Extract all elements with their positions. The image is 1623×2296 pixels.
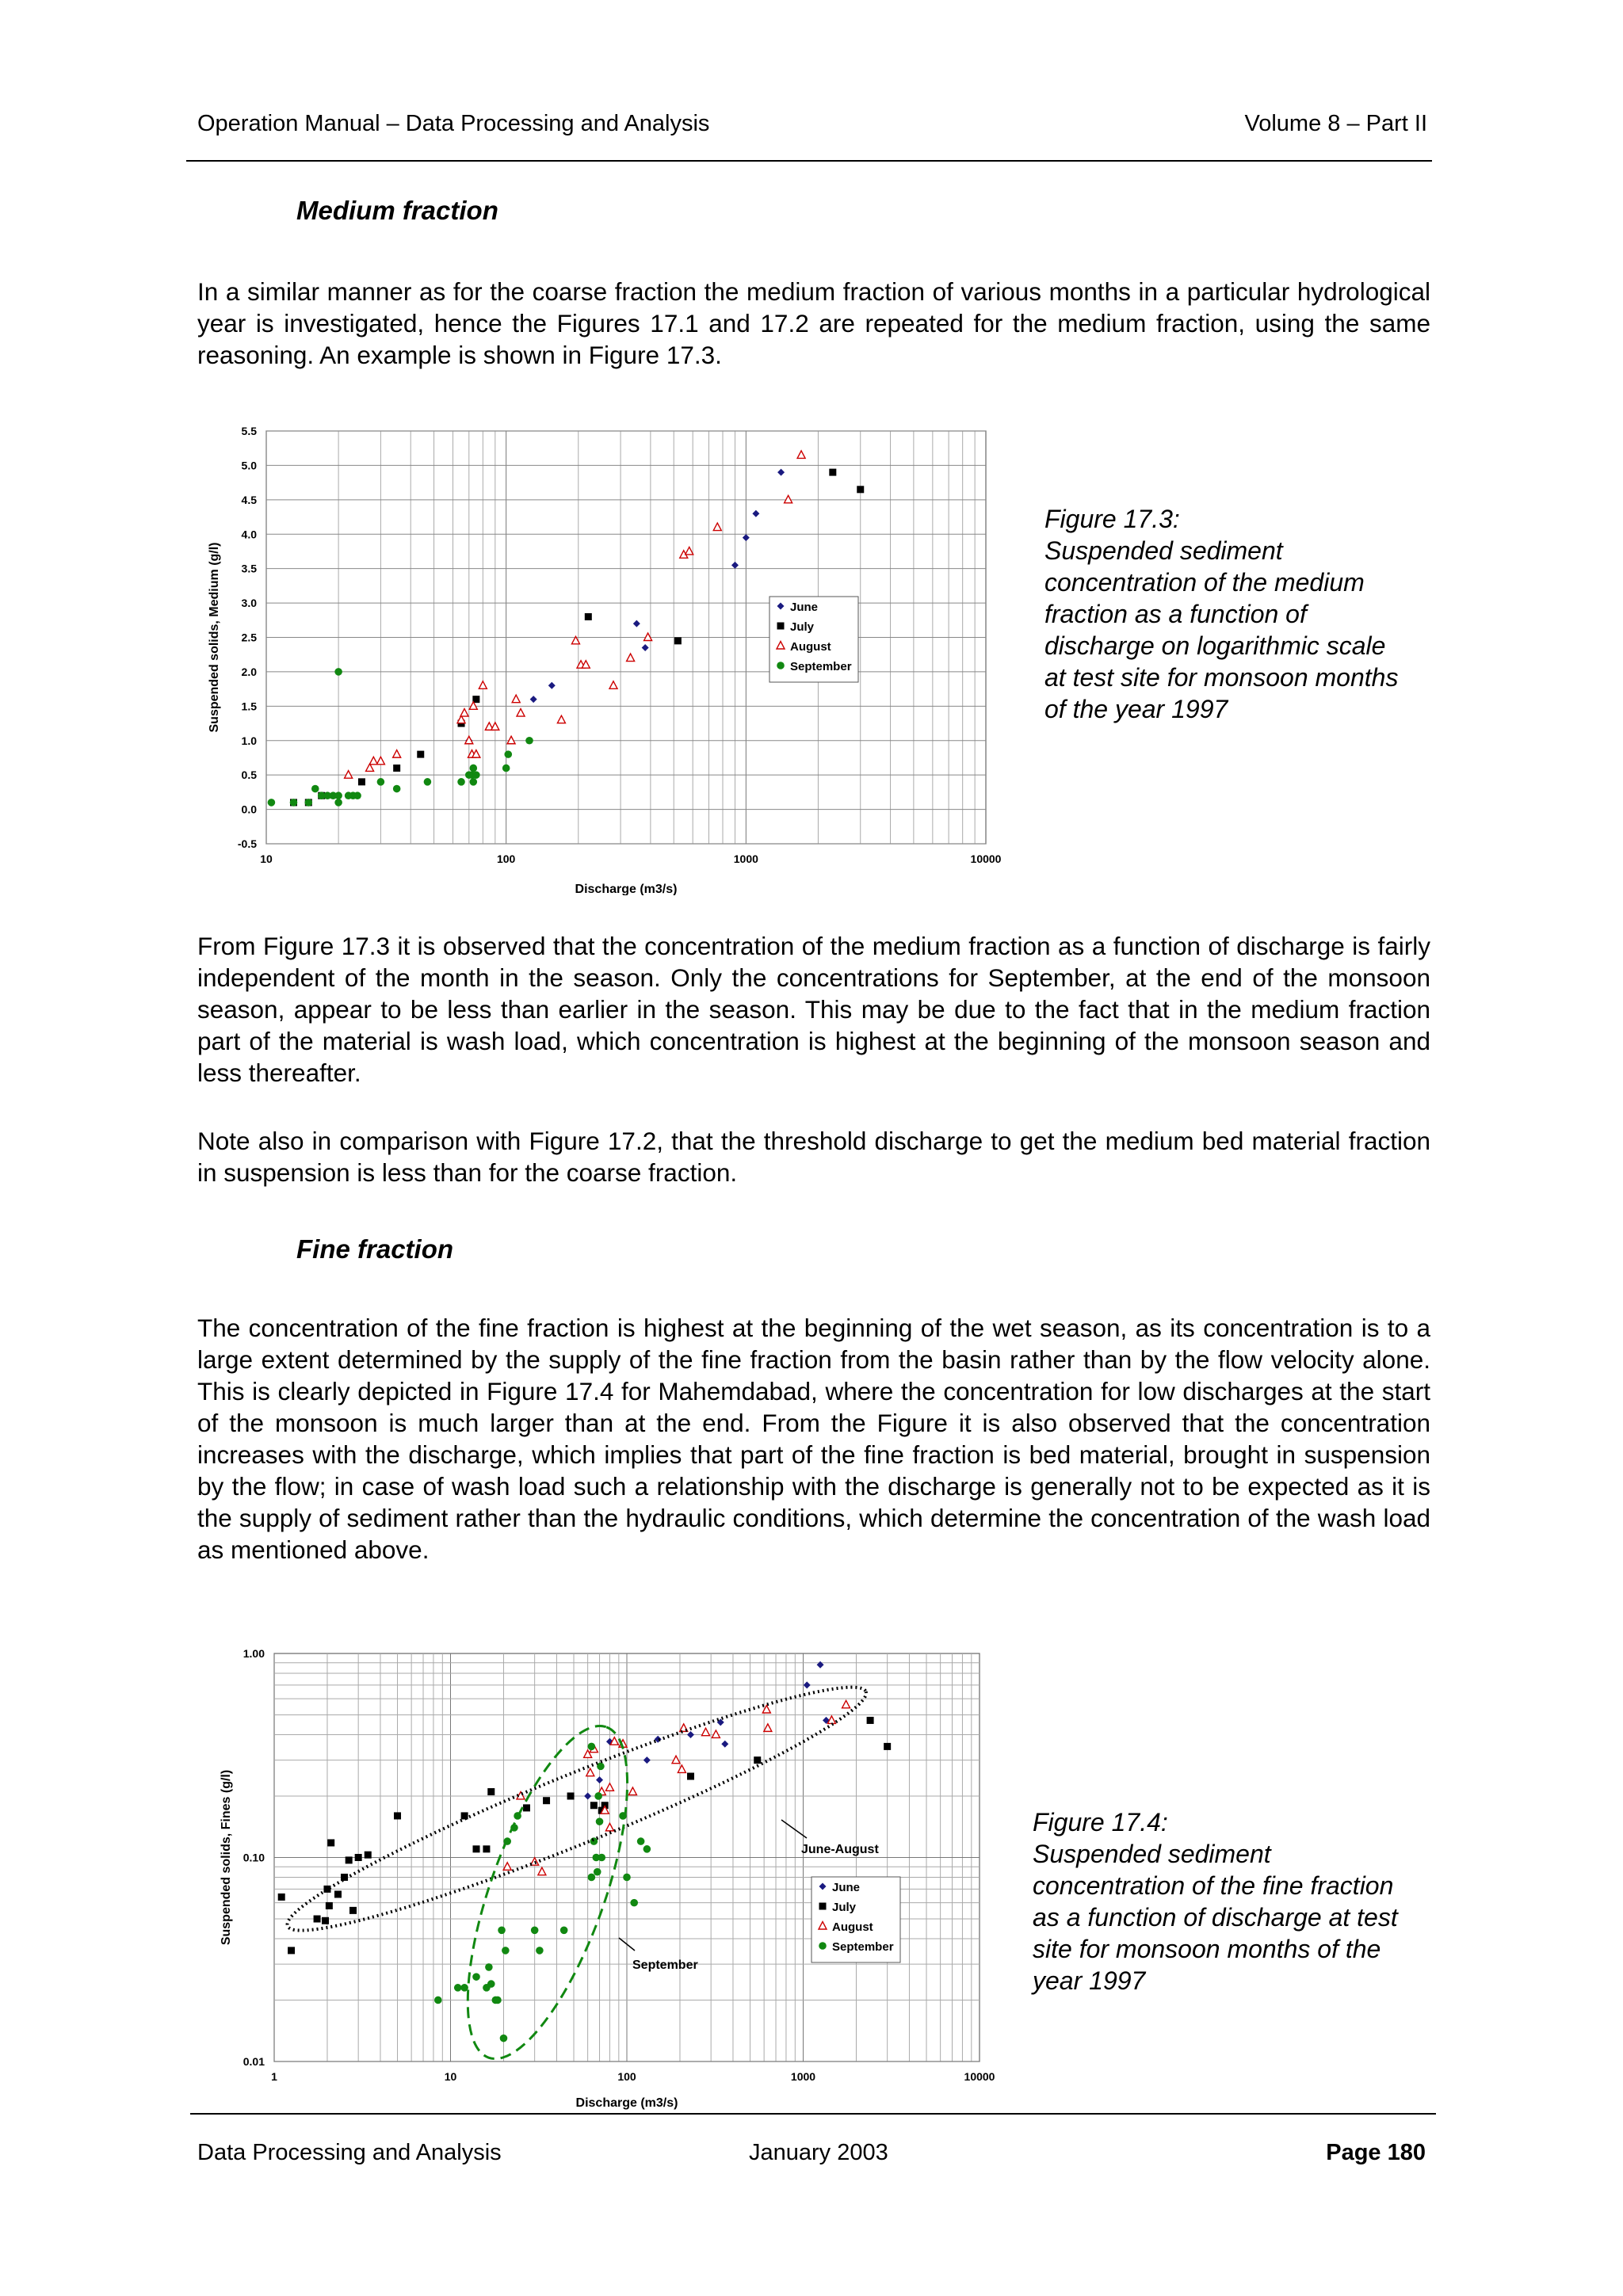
chart-2-legend-label-june: June bbox=[832, 1881, 861, 1894]
chart-2-x-tick-label: 1000 bbox=[790, 2070, 816, 2083]
chart-2-x-tick-label: 1 bbox=[271, 2070, 277, 2083]
chart-2-x-axis-label: Discharge (m3/s) bbox=[575, 2096, 678, 2110]
chart-2-point-september bbox=[472, 1973, 480, 1981]
chart-1-point-september bbox=[377, 778, 385, 786]
figure-17-3-caption-line: Suspended sediment bbox=[1044, 536, 1283, 565]
chart-1-x-tick-label: 10000 bbox=[970, 852, 1002, 865]
chart-2-point-july bbox=[314, 1916, 321, 1923]
chart-1-point-september bbox=[469, 778, 477, 786]
chart-1-x-tick-label: 10 bbox=[260, 852, 273, 865]
chart-2-x-tick-label: 100 bbox=[617, 2070, 636, 2083]
chart-1-legend-label-august: August bbox=[790, 640, 831, 654]
chart-1-point-september bbox=[334, 668, 342, 676]
chart-2-point-july bbox=[483, 1845, 490, 1852]
chart-1-point-september bbox=[311, 785, 319, 793]
chart-1-y-tick-label: -0.5 bbox=[237, 837, 257, 850]
chart-2-point-september bbox=[434, 1997, 442, 2004]
chart-1-x-axis-label: Discharge (m3/s) bbox=[575, 883, 678, 895]
figure-17-4-chart bbox=[195, 1642, 1035, 2113]
chart-2-point-july bbox=[567, 1792, 575, 1799]
chart-2-point-july bbox=[326, 1902, 333, 1909]
paragraph-fine: The concentration of the fine fraction is highest at the beginning of the wet season, as its concentration is to a large extent determined by the supply of the fine fraction from the basin rather than by the flow velocity alone. This is clearly depicted in Figure 17.4 for Mahemdabad, where the concentration for low discharges at the start of the monsoon is much larger than at the end. From the Figure it is also observed that the concentration increases with the discharge, which implies that part of the fine fraction is bed material, brought in suspension by the flow; in case of wash load such a relationship with the discharge is generally not to be expected as it is the supply of sediment rather than the hydraulic conditions, which determine the concentration of the wash load as mentioned above. bbox=[197, 1314, 1430, 1564]
chart-2-legend-label-august: August bbox=[832, 1920, 873, 1934]
chart-2-point-september bbox=[596, 1817, 604, 1825]
chart-2-legend bbox=[812, 1877, 900, 1962]
chart-2-point-july bbox=[461, 1812, 468, 1819]
chart-2-point-july bbox=[365, 1852, 372, 1859]
header-rule bbox=[186, 160, 1432, 162]
chart-2-y-tick-label: 0.10 bbox=[242, 1851, 265, 1864]
chart-2-point-september bbox=[588, 1743, 596, 1751]
chart-2-point-july bbox=[543, 1797, 550, 1804]
paragraph-medium-observation: From Figure 17.3 it is observed that the concentration of the medium fraction as a function of discharge is fairly independent of the month in the season. Only the concentrations for September, at the end of the monsoon season, appear to be less than earlier in the season. This may be due to the fact that in the medium fraction part of the material is wash load, which concentration is highest at the beginning of the monsoon season and less thereafter. bbox=[197, 932, 1430, 1087]
chart-1-y-tick-label: 3.5 bbox=[241, 562, 257, 575]
figure-17-4-caption-line: site for monsoon months of the bbox=[1033, 1935, 1381, 1963]
chart-2-legend-marker-july bbox=[819, 1903, 827, 1910]
footer-rule bbox=[190, 2113, 1436, 2115]
chart-1-y-tick-label: 0.0 bbox=[241, 803, 257, 816]
chart-1-grid bbox=[266, 431, 986, 844]
chart-1-point-september bbox=[504, 750, 512, 758]
figure-17-3-caption-line: concentration of the medium bbox=[1044, 568, 1365, 597]
section-heading-medium: Medium fraction bbox=[296, 196, 498, 225]
chart-2-point-september bbox=[594, 1792, 602, 1800]
chart-1-point-september bbox=[457, 778, 465, 786]
chart-1-point-september bbox=[290, 799, 298, 807]
chart-2-point-july bbox=[334, 1890, 342, 1897]
chart-1-point-september bbox=[334, 799, 342, 807]
figure-17-3-caption bbox=[1044, 503, 1398, 725]
chart-1-legend-label-june: June bbox=[790, 601, 819, 614]
chart-2-grid bbox=[274, 1653, 980, 2061]
chart-2-point-september bbox=[494, 1997, 502, 2004]
chart-1-x-tick-label: 1000 bbox=[733, 852, 758, 865]
chart-1-point-september bbox=[424, 778, 432, 786]
chart-1-point-july bbox=[393, 765, 400, 772]
header-left: Operation Manual – Data Processing and Analysis bbox=[197, 111, 710, 136]
chart-2-legend-label-september: September bbox=[832, 1940, 894, 1954]
chart-2-point-july bbox=[288, 1947, 295, 1954]
chart-1-point-july bbox=[585, 613, 592, 620]
chart-2-point-july bbox=[884, 1743, 891, 1750]
chart-1-y-tick-label: 1.0 bbox=[241, 734, 257, 747]
chart-2-point-september bbox=[454, 1984, 462, 1992]
figure-17-3-caption-line: Figure 17.3: bbox=[1044, 505, 1180, 533]
chart-1-point-july bbox=[358, 778, 365, 785]
figure-17-3-caption-line: discharge on logarithmic scale bbox=[1044, 631, 1386, 660]
chart-2-point-september bbox=[531, 1927, 539, 1935]
chart-2-point-september bbox=[630, 1899, 638, 1907]
chart-2-point-july bbox=[355, 1854, 362, 1861]
figure-17-3-caption-line: of the year 1997 bbox=[1044, 695, 1228, 723]
chart-1-y-tick-label: 4.5 bbox=[241, 493, 257, 506]
chart-2-point-july bbox=[322, 1917, 329, 1924]
chart-1-legend-marker-september bbox=[777, 662, 785, 669]
chart-2-point-july bbox=[278, 1894, 285, 1901]
chart-1-y-tick-label: 2.0 bbox=[241, 665, 257, 678]
chart-2-x-tick-label: 10 bbox=[444, 2070, 457, 2083]
figure-17-4-caption bbox=[1033, 1806, 1398, 1997]
chart-2-legend-marker-september bbox=[819, 1942, 827, 1950]
chart-1-legend-marker-july bbox=[777, 623, 785, 630]
chart-1-point-september bbox=[393, 785, 401, 793]
chart-2-point-september bbox=[500, 2035, 508, 2042]
chart-1-point-september bbox=[469, 765, 477, 772]
paragraph-medium-threshold: Note also in comparison with Figure 17.2, that the threshold discharge to get the medium bed material fraction in suspension is less than for the coarse fraction. bbox=[197, 1127, 1430, 1187]
chart-1-point-september bbox=[525, 737, 533, 745]
chart-2-point-september bbox=[536, 1947, 544, 1955]
figure-17-4-caption-line: Figure 17.4: bbox=[1033, 1808, 1168, 1836]
chart-1-point-september bbox=[472, 771, 480, 779]
chart-2-annotation-june-august: June-August bbox=[801, 1843, 879, 1856]
chart-2-point-september bbox=[560, 1927, 568, 1935]
chart-2-point-september bbox=[502, 1947, 510, 1955]
chart-1-point-september bbox=[304, 799, 312, 807]
chart-1-point-september bbox=[353, 791, 361, 799]
header-right: Volume 8 – Part II bbox=[1244, 111, 1427, 136]
footer-center: January 2003 bbox=[749, 2140, 888, 2165]
chart-1-point-july bbox=[857, 486, 864, 493]
chart-2-legend-label-july: July bbox=[832, 1901, 857, 1914]
chart-2-point-july bbox=[754, 1756, 761, 1764]
chart-2-point-september bbox=[597, 1763, 605, 1771]
figure-17-3-caption-line: at test site for monsoon months bbox=[1044, 663, 1399, 692]
chart-1-legend-label-september: September bbox=[790, 660, 852, 673]
section-heading-fine: Fine fraction bbox=[296, 1234, 454, 1264]
chart-2-point-july bbox=[349, 1907, 357, 1914]
figure-17-4-caption-line: Suspended sediment bbox=[1033, 1840, 1271, 1868]
chart-1-y-tick-label: 0.5 bbox=[241, 769, 257, 782]
chart-2-point-september bbox=[598, 1854, 605, 1862]
chart-2-point-july bbox=[327, 1839, 334, 1846]
chart-1-y-tick-label: 1.5 bbox=[241, 700, 257, 713]
chart-1-x-tick-label: 100 bbox=[496, 852, 516, 865]
chart-2-point-september bbox=[623, 1874, 631, 1882]
paragraph-medium-intro: In a similar manner as for the coarse fraction the medium fraction of various months in a particular hydrological year is investigated, hence the Figures 17.1 and 17.2 are repeated for the medium fraction, using the same reasoning. An example is shown in Figure 17.3. bbox=[197, 277, 1430, 369]
chart-1-point-july bbox=[674, 637, 682, 644]
figure-17-4-caption-line: year 1997 bbox=[1033, 1966, 1146, 1995]
chart-2-annotation-september: September bbox=[632, 1958, 698, 1972]
chart-2-point-september bbox=[643, 1845, 651, 1853]
chart-2-point-july bbox=[687, 1773, 694, 1780]
chart-1-point-july bbox=[829, 469, 836, 476]
footer-left: Data Processing and Analysis bbox=[197, 2140, 502, 2165]
chart-2-point-july bbox=[523, 1804, 530, 1811]
chart-2-point-july bbox=[394, 1812, 401, 1819]
chart-2-point-september bbox=[485, 1963, 493, 1971]
chart-2-point-september bbox=[594, 1868, 601, 1876]
chart-1-point-september bbox=[268, 799, 276, 807]
chart-2-x-tick-label: 10000 bbox=[964, 2070, 995, 2083]
chart-1-y-tick-label: 5.5 bbox=[241, 425, 257, 437]
chart-1-y-tick-label: 5.0 bbox=[241, 459, 257, 472]
chart-2-y-axis-label: Suspended solids, Fines (g/l) bbox=[220, 1769, 233, 1946]
chart-2-point-september bbox=[588, 1874, 596, 1882]
chart-1-point-july bbox=[417, 751, 424, 758]
chart-1-y-tick-label: 2.5 bbox=[241, 631, 257, 644]
figure-17-4-caption-line: concentration of the fine fraction bbox=[1033, 1871, 1394, 1900]
chart-1-legend-label-july: July bbox=[790, 620, 815, 634]
chart-2-point-september bbox=[498, 1927, 506, 1935]
chart-1-y-tick-label: 4.0 bbox=[241, 528, 257, 541]
figure-17-3-chart bbox=[195, 412, 1035, 895]
chart-1-point-september bbox=[334, 791, 342, 799]
chart-2-point-july bbox=[867, 1717, 874, 1724]
chart-2-point-september bbox=[487, 1980, 495, 1988]
chart-2-point-september bbox=[637, 1837, 645, 1845]
footer-page-number: Page 180 bbox=[1326, 2140, 1426, 2165]
chart-2-point-july bbox=[346, 1856, 353, 1863]
chart-2-point-july bbox=[487, 1788, 495, 1795]
figure-17-3-caption-line: fraction as a function of bbox=[1044, 600, 1307, 628]
chart-2-point-july bbox=[473, 1845, 480, 1852]
chart-1-legend bbox=[769, 597, 858, 682]
chart-1-point-september bbox=[502, 765, 510, 772]
chart-2-y-tick-label: 0.01 bbox=[242, 2055, 265, 2068]
chart-2-y-tick-label: 1.00 bbox=[242, 1647, 265, 1660]
chart-1-y-tick-label: 3.0 bbox=[241, 597, 257, 610]
chart-2-point-july bbox=[590, 1802, 598, 1809]
chart-1-y-axis-label: Suspended solids, Medium (g/l) bbox=[208, 542, 221, 733]
figure-17-4-caption-line: as a function of discharge at test bbox=[1033, 1903, 1398, 1932]
